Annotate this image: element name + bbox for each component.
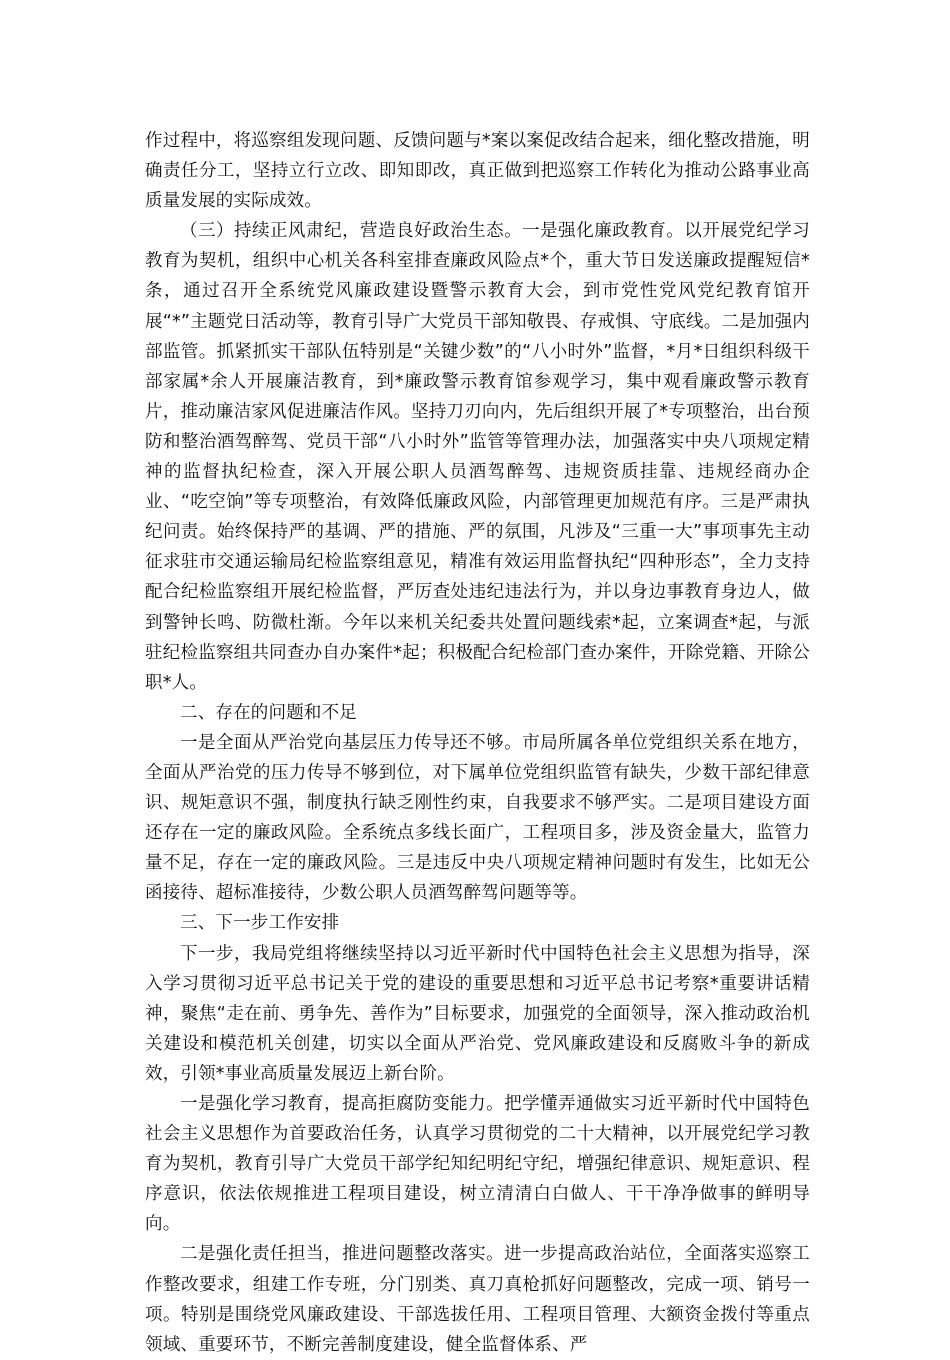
document-body [145, 126, 810, 1360]
paragraph-problems: 一是全面从严治党向基层压力传导还不够。市局所属各单位党组织关系在地方，全面从严治党的压力传导不够到位，对下属单位党组织监管有缺失，少数干部纪律意识、规矩意识不强，制度执行缺乏刚性约束，自我要求不够严实。二是项目建设方面还存在一定的廉政风险。全系统点多线长面广，工程项目多，涉及资金量大，监管力量不足，存在一定的廉政风险。三是违反中央八项规定精神问题时有发生，比如无公函接待、超标准接待，少数公职人员酒驾醉驾问题等等。 [145, 732, 810, 904]
paragraph-next-steps-intro: 下一步，我局党组将继续坚持以习近平新时代中国特色社会主义思想为指导，深入学习贯彻习近平总书记关于党的建设的重要思想和习近平总书记考察*重要讲话精神，聚焦“走在前、勇争先、善作为”目标要求，加强党的全面领导，深入推动政治机关建设和模范机关创建，切实以全面从严治党、党风廉政建设和反腐败斗争的新成效，引领*事业高质量发展迈上新台阶。 [145, 943, 810, 1084]
paragraph-section-three: （三）持续正风肃纪，营造良好政治生态。一是强化廉政教育。以开展党纪学习教育为契机，组织中心机关各科室排查廉政风险点*个，重大节日发送廉政提醒短信*条，通过召开全系统党风廉政建设暨警示教育大会，到市党性党风党纪教育馆开展“*”主题党日活动等，教育引导广大党员干部知敬畏、存戒惧、守底线。二是加强内部监管。抓紧抓实干部队伍特别是“关键少数”的“八小时外”监督，*月*日组织科级干部家属*余人开展廉洁教育，到*廉政警示教育馆参观学习，集中观看廉政警示教育片，推动廉洁家风促进廉洁作风。坚持刀刃向内，先后组织开展了*专项整治，出台预防和整治酒驾醉驾、党员干部“八小时外”监管等管理办法，加强落实中央八项规定精神的监督执纪检查，深入开展公职人员酒驾醉驾、违规资质挂靠、违规经商办企业、“吃空饷”等专项整治，有效降低廉政风险，内部管理更加规范有序。三是严肃执纪问责。始终保持严的基调、严的措施、严的氛围，凡涉及“三重一大”事项事先主动征求驻市交通运输局纪检监察组意见，精准有效运用监督执纪“四种形态”，全力支持配合纪检监察组开展纪检监督，严厉查处违纪违法行为，并以身边事教育身边人，做到警钟长鸣、防微杜渐。今年以来机关纪委共处置问题线索*起，立案调查*起，与派驻纪检监察组共同查办自办案件*起；积极配合纪检部门查办案件，开除党籍、开除公职*人。 [145, 221, 810, 693]
heading-next-steps: 三、下一步工作安排 [180, 913, 340, 934]
paragraph-responsibility: 二是强化责任担当，推进问题整改落实。进一步提高政治站位，全面落实巡察工作整改要求，组建工作专班，分门别类、真刀真枪抓好问题整改，完成一项、销号一项。特别是围绕党风廉政建设、干部选拔任用、工程项目管理、大额资金拨付等重点领域、重要环节，不断完善制度建设，健全监督体系、严 [145, 1244, 810, 1355]
heading-problems: 二、存在的问题和不足 [180, 702, 357, 723]
paragraph-continuation: 作过程中，将巡察组发现问题、反馈问题与*案以案促改结合起来，细化整改措施，明确责任分工，坚持立行立改、即知即改，真正做到把巡察工作转化为推动公路事业高质量发展的实际成效。 [145, 131, 810, 212]
paragraph-study-education: 一是强化学习教育，提高拒腐防变能力。把学懂弄通做实习近平新时代中国特色社会主义思想作为首要政治任务，认真学习贯彻党的二十大精神，以开展党纪学习教育为契机，教育引导广大党员干部学纪知纪明纪守纪，增强纪律意识、规矩意识、程序意识，依法依规推进工程项目建设，树立清清白白做人、干干净净做事的鲜明导向。 [145, 1094, 810, 1235]
